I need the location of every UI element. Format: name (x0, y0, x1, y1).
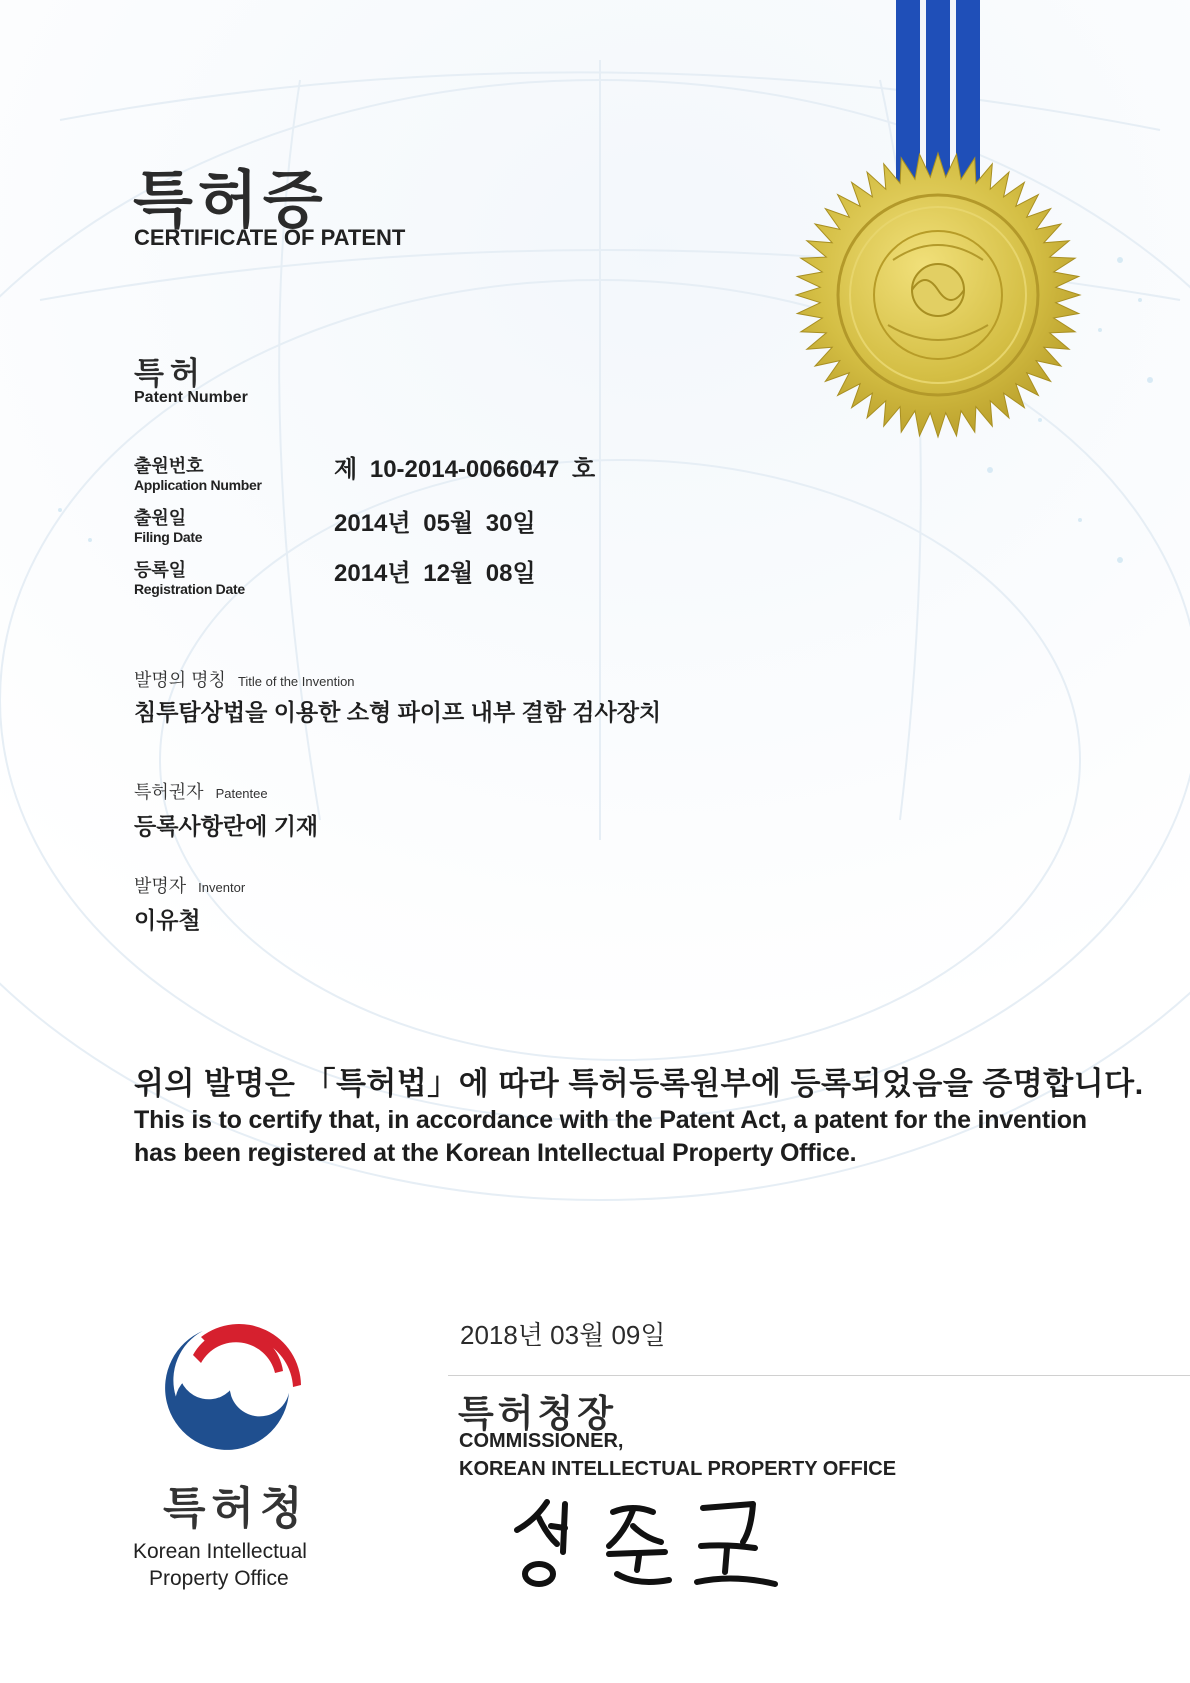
office-name-en-line2: Property Office (149, 1567, 289, 1590)
certification-text-ko: 위의 발명은 「특허법」에 따라 특허등록원부에 등록되었음을 증명합니다. (134, 1066, 1144, 1101)
patentee-label (134, 778, 268, 804)
registration-date-label-ko: 등록일 (134, 560, 187, 580)
taegeuk-logo-icon (155, 1315, 305, 1460)
invention-title-label-ko: 발명의 명칭 (134, 670, 226, 690)
gold-seal-icon (793, 150, 1083, 440)
commissioner-title-ko: 특허청장 (458, 1393, 617, 1434)
patent-number-label-ko: 특허 (134, 356, 206, 391)
inventor-label (134, 872, 245, 898)
filing-date-label-en: Filing Date (134, 529, 203, 545)
commissioner-title-en-line1: COMMISSIONER, (459, 1430, 624, 1452)
certificate-title-ko: 특허증 (133, 166, 328, 235)
application-number-label-en: Application Number (134, 477, 262, 493)
invention-title-value: 침투탐상법을 이용한 소형 파이프 내부 결함 검사장치 (134, 699, 662, 725)
filing-date-label-ko: 출원일 (134, 508, 187, 528)
office-name-en-line1: Korean Intellectual (133, 1540, 307, 1563)
certificate-title-en: CERTIFICATE OF PATENT (134, 225, 406, 250)
registration-date-value: 2014년 12월 08일 (334, 560, 536, 587)
certification-text-en: This is to certify that, in accordance with the Patent Act, a patent for the invention has been registered at the Korean Intellectual Property Office. (134, 1106, 1087, 1167)
commissioner-title-en-line2: KOREAN INTELLECTUAL PROPERTY OFFICE (459, 1458, 897, 1480)
application-number-value: 제 10-2014-0066047 호 (334, 456, 596, 483)
patentee-label-en: Patentee (215, 786, 268, 801)
registration-date-label-en: Registration Date (134, 581, 245, 597)
patent-number-label-en: Patent Number (134, 389, 248, 406)
invention-title-label (134, 666, 355, 692)
filing-date-value: 2014년 05월 30일 (334, 510, 536, 537)
divider (448, 1375, 1190, 1376)
inventor-label-ko: 발명자 (134, 876, 187, 896)
issue-date: 2018년 03월 09일 (460, 1320, 666, 1350)
patentee-label-ko: 특허권자 (134, 782, 204, 802)
inventor-value: 이유철 (134, 907, 201, 933)
invention-title-label-en: Title of the Invention (237, 674, 355, 689)
inventor-label-en: Inventor (198, 880, 246, 895)
signature-icon (505, 1490, 785, 1600)
patentee-value: 등록사항란에 기재 (134, 813, 319, 839)
application-number-label-ko: 출원번호 (134, 456, 204, 476)
office-name-ko: 특허청 (163, 1484, 309, 1533)
